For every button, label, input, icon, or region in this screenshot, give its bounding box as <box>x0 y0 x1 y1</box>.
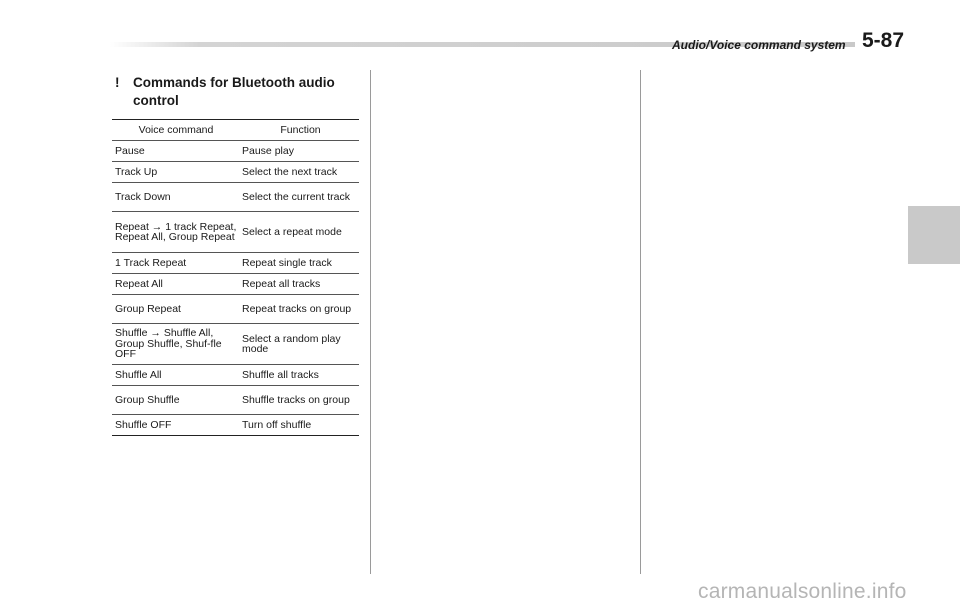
table-row <box>112 183 359 212</box>
function-cell: Select the next track <box>237 162 359 183</box>
table-row <box>112 295 359 324</box>
command-cell: Repeat All <box>112 274 237 295</box>
function-cell: Pause play <box>237 141 359 162</box>
function-cell: Repeat tracks on group <box>237 295 359 324</box>
voice-command-table <box>112 119 359 436</box>
table-header-row <box>112 120 359 141</box>
function-cell: Select a repeat mode <box>237 212 359 253</box>
table-row <box>112 415 359 436</box>
command-cell: 1 Track Repeat <box>112 253 237 274</box>
function-cell: Shuffle all tracks <box>237 365 359 386</box>
column-divider <box>370 70 371 574</box>
column-divider <box>640 70 641 574</box>
table-row <box>112 365 359 386</box>
table-row <box>112 212 359 253</box>
column-header-voice-command: Voice command <box>112 120 237 141</box>
chapter-tab <box>908 206 960 264</box>
heading-marker: ! <box>115 75 120 90</box>
table-row <box>112 253 359 274</box>
function-cell: Select a random play mode <box>237 324 359 365</box>
table-row <box>112 141 359 162</box>
command-cell: Shuffle All <box>112 365 237 386</box>
function-cell: Shuffle tracks on group <box>237 386 359 415</box>
heading-text: Commands for Bluetooth audio control <box>133 75 335 108</box>
command-cell: Track Up <box>112 162 237 183</box>
function-cell: Turn off shuffle <box>237 415 359 436</box>
function-cell: Repeat single track <box>237 253 359 274</box>
section-heading <box>115 74 365 110</box>
function-cell: Select the current track <box>237 183 359 212</box>
command-cell: Shuffle OFF <box>112 415 237 436</box>
watermark: carmanualsonline.info <box>698 580 907 603</box>
command-cell: Pause <box>112 141 237 162</box>
command-cell: Repeat → 1 track Repeat, Repeat All, Group Repeat <box>112 212 237 253</box>
table-row <box>112 274 359 295</box>
page-number: 5-87 <box>862 29 905 52</box>
command-cell: Group Shuffle <box>112 386 237 415</box>
column-header-function: Function <box>237 120 359 141</box>
function-cell: Repeat all tracks <box>237 274 359 295</box>
command-cell: Group Repeat <box>112 295 237 324</box>
table-row <box>112 162 359 183</box>
table-row <box>112 386 359 415</box>
command-cell: Track Down <box>112 183 237 212</box>
section-title: Audio/Voice command system <box>672 38 846 52</box>
table-row <box>112 324 359 365</box>
command-cell: Shuffle → Shuffle All, Group Shuffle, Shuf-fle OFF <box>112 324 237 365</box>
